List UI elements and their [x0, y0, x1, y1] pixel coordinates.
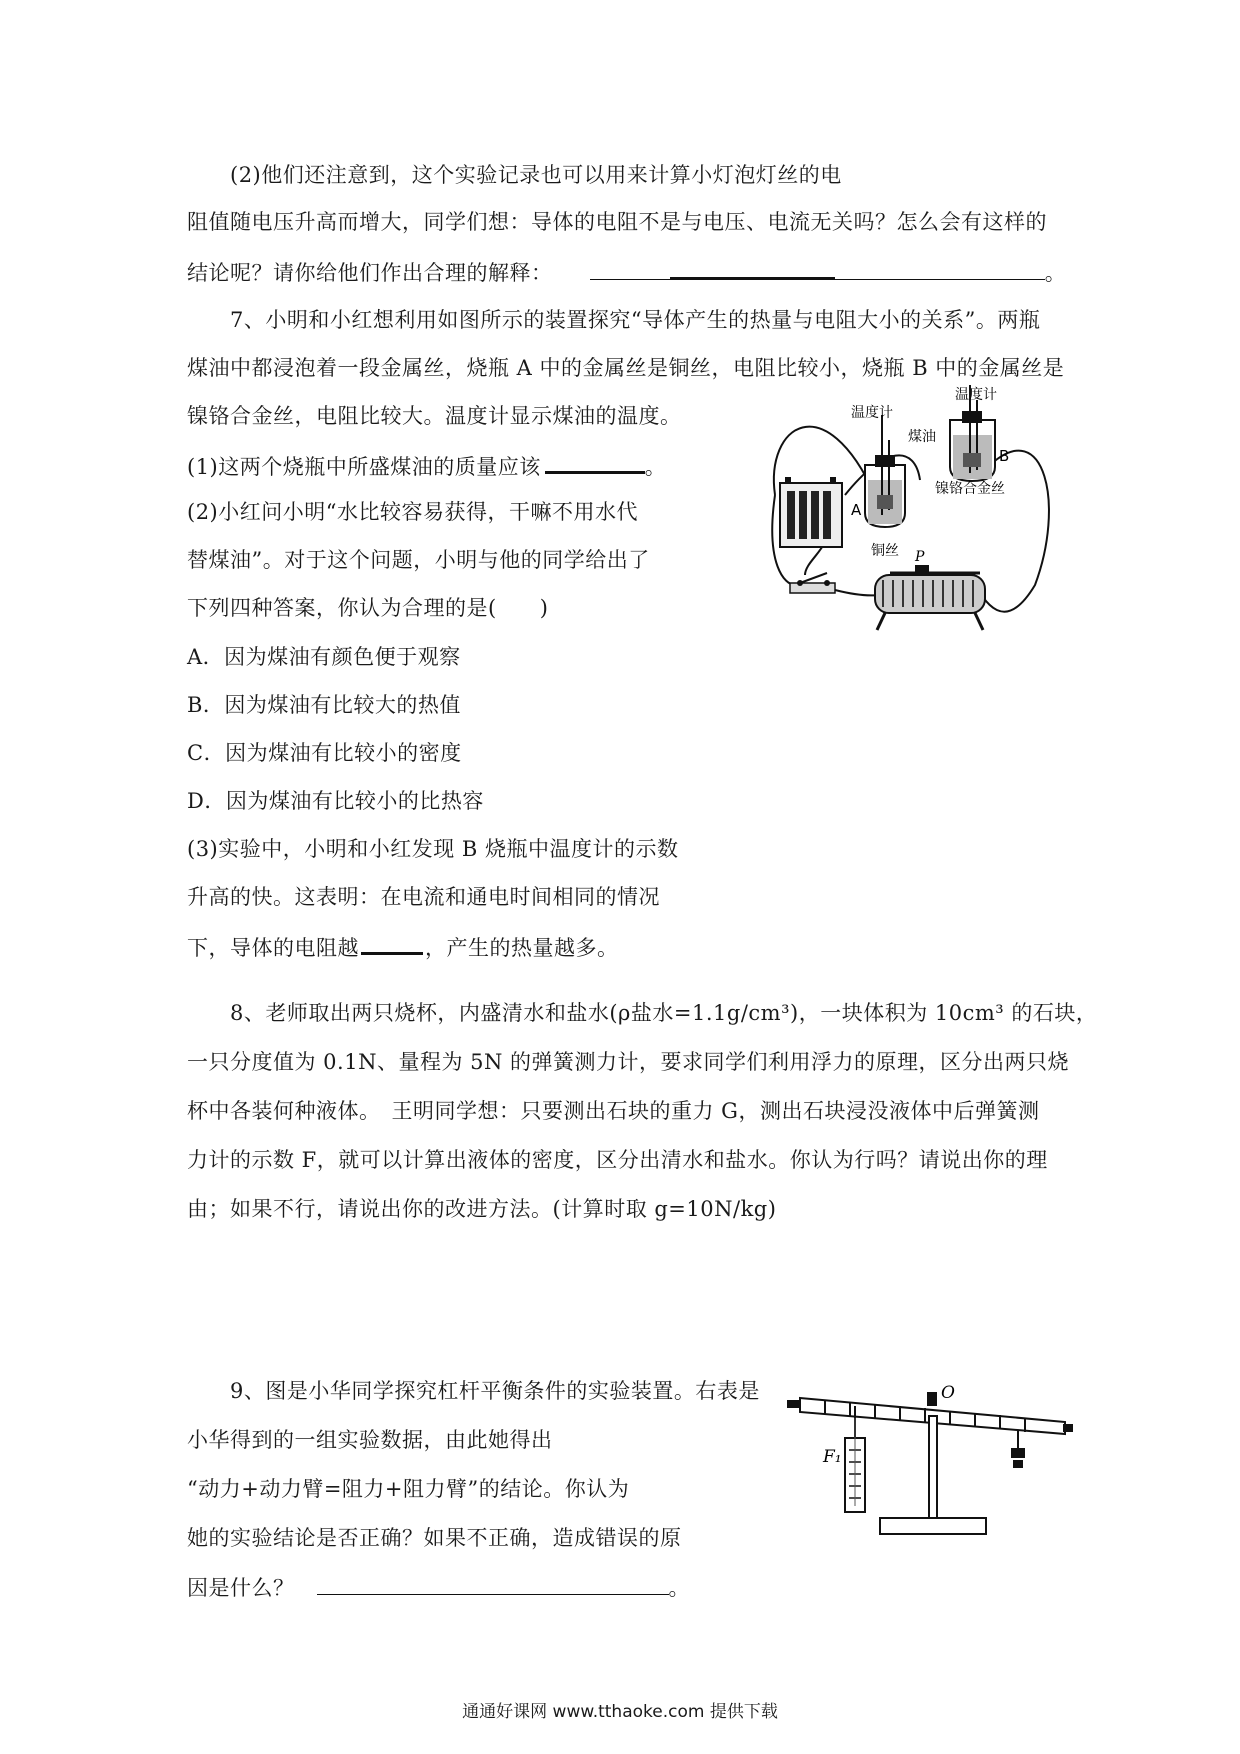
q7-sub1-text: (1)这两个烧瓶中所盛煤油的质量应该 — [187, 455, 541, 479]
switch-icon — [790, 573, 835, 593]
q9-line5-text: 因是什么？ — [187, 1576, 295, 1600]
q7-option-d[interactable]: D．因为煤油有比较小的比热容 — [187, 789, 484, 813]
q7-sub3-blank[interactable] — [361, 930, 423, 955]
q7-sub1-blank[interactable] — [545, 449, 645, 474]
label-f1: F₁ — [823, 1447, 842, 1467]
q6-p2-line3 — [187, 255, 1066, 288]
page-footer: 通通好课网 www.tthaoke.com 提供下载 — [462, 1702, 778, 1722]
stand-icon — [880, 1416, 986, 1534]
q7-option-b[interactable]: B．因为煤油有比较大的热值 — [187, 693, 461, 717]
label-a: A — [851, 501, 862, 519]
q9-line3: “动力+动力臂=阻力+阻力臂”的结论。你认为 — [187, 1477, 630, 1501]
label-nichrome: 镍铬合金丝 — [935, 481, 1005, 497]
q8-line4: 力计的示数 F，就可以计算出液体的密度，区分出清水和盐水。你认为行吗？请说出你的理 — [187, 1148, 1048, 1172]
q7-sub3-text-b: ，产生的热量越多。 — [425, 936, 619, 960]
q8-line2: 一只分度值为 0.1N、量程为 5N 的弹簧测力计，要求同学们利用浮力的原理，区分出两只烧 — [187, 1050, 1070, 1074]
lever-apparatus-figure — [785, 1378, 1075, 1543]
spring-scale-icon — [845, 1406, 865, 1512]
label-copper: 铜丝 — [871, 543, 899, 559]
q7-line2: 煤油中都浸泡着一段金属丝，烧瓶 A 中的金属丝是铜丝，电阻比较小，烧瓶 B 中的金属丝是 — [187, 356, 1065, 380]
q7-sub2-line1: (2)小红问小明“水比较容易获得，干嘛不用水代 — [187, 500, 638, 524]
q9-line1: 9、图是小华同学探究杠杆平衡条件的实验装置。右表是 — [230, 1379, 760, 1403]
label-b: B — [999, 447, 1010, 465]
q7-sub2-line3: 下列四种答案，你认为合理的是( ) — [187, 596, 549, 620]
q7-sub3-text-a: 下，导体的电阻越 — [187, 936, 359, 960]
label-thermometer-left: 温度计 — [851, 405, 893, 421]
q6-answer-blank-c[interactable] — [835, 257, 1045, 280]
flask-a-icon — [865, 415, 905, 527]
q9-line4: 她的实验结论是否正确？如果不正确，造成错误的原 — [187, 1526, 682, 1550]
q6-p2-line2: 阻值随电压升高而增大，同学们想：导体的电阻不是与电压、电流无关吗？怎么会有这样的 — [187, 210, 1047, 234]
q6-p2-line1: (2)他们还注意到，这个实验记录也可以用来计算小灯泡灯丝的电 — [230, 163, 842, 187]
q6-end-mark: 。 — [1044, 261, 1067, 285]
q7-sub1-end: 。 — [644, 455, 667, 479]
q7-line1: 7、小明和小红想利用如图所示的装置探究“导体产生的热量与电阻大小的关系”。两瓶 — [230, 308, 1041, 332]
weight-icon — [1011, 1430, 1025, 1468]
q7-sub1 — [187, 449, 666, 482]
q6-answer-blank-a[interactable] — [590, 257, 670, 280]
q7-sub3-line1: (3)实验中，小明和小红发现 B 烧瓶中温度计的示数 — [187, 837, 679, 861]
q8-line3: 杯中各装何种液体。 王明同学想：只要测出石块的重力 G，测出石块浸没液体中后弹簧测 — [187, 1099, 1040, 1123]
q8-line5: 由；如果不行，请说出你的改进方法。(计算时取 g=10N/kg) — [187, 1197, 777, 1221]
q7-option-a[interactable]: A．因为煤油有颜色便于观察 — [187, 645, 461, 669]
q9-end-mark: 。 — [668, 1576, 690, 1600]
q6-p2-line3-text: 结论呢？请你给他们作出合理的解释： — [187, 261, 553, 285]
q9-answer-blank[interactable] — [317, 1572, 669, 1595]
q9-line2: 小华得到的一组实验数据，由此她得出 — [187, 1428, 553, 1452]
q7-sub2-line2: 替煤油”。对于这个问题，小明与他的同学给出了 — [187, 548, 650, 572]
label-o: O — [941, 1383, 955, 1403]
battery-icon — [780, 477, 842, 547]
label-thermometer-top: 温度计 — [955, 387, 997, 403]
heating-apparatus-figure — [765, 385, 1065, 660]
q8-line1: 8、老师取出两只烧杯，内盛清水和盐水(ρ盐水=1.1g/cm³)，一块体积为 10cm³ 的石块， — [230, 1001, 1098, 1025]
label-kerosene: 煤油 — [908, 429, 936, 445]
pivot-icon — [927, 1392, 937, 1406]
q6-answer-blank-b[interactable] — [670, 255, 835, 280]
label-p: P — [915, 549, 925, 565]
q7-sub3-line3 — [187, 930, 619, 963]
q7-sub3-line2: 升高的快。这表明：在电流和通电时间相同的情况 — [187, 885, 660, 909]
q7-option-c[interactable]: C．因为煤油有比较小的密度 — [187, 741, 462, 765]
q9-line5 — [187, 1572, 690, 1603]
rheostat-icon — [875, 565, 985, 630]
q7-line3: 镍铬合金丝，电阻比较大。温度计显示煤油的温度。 — [187, 404, 682, 428]
